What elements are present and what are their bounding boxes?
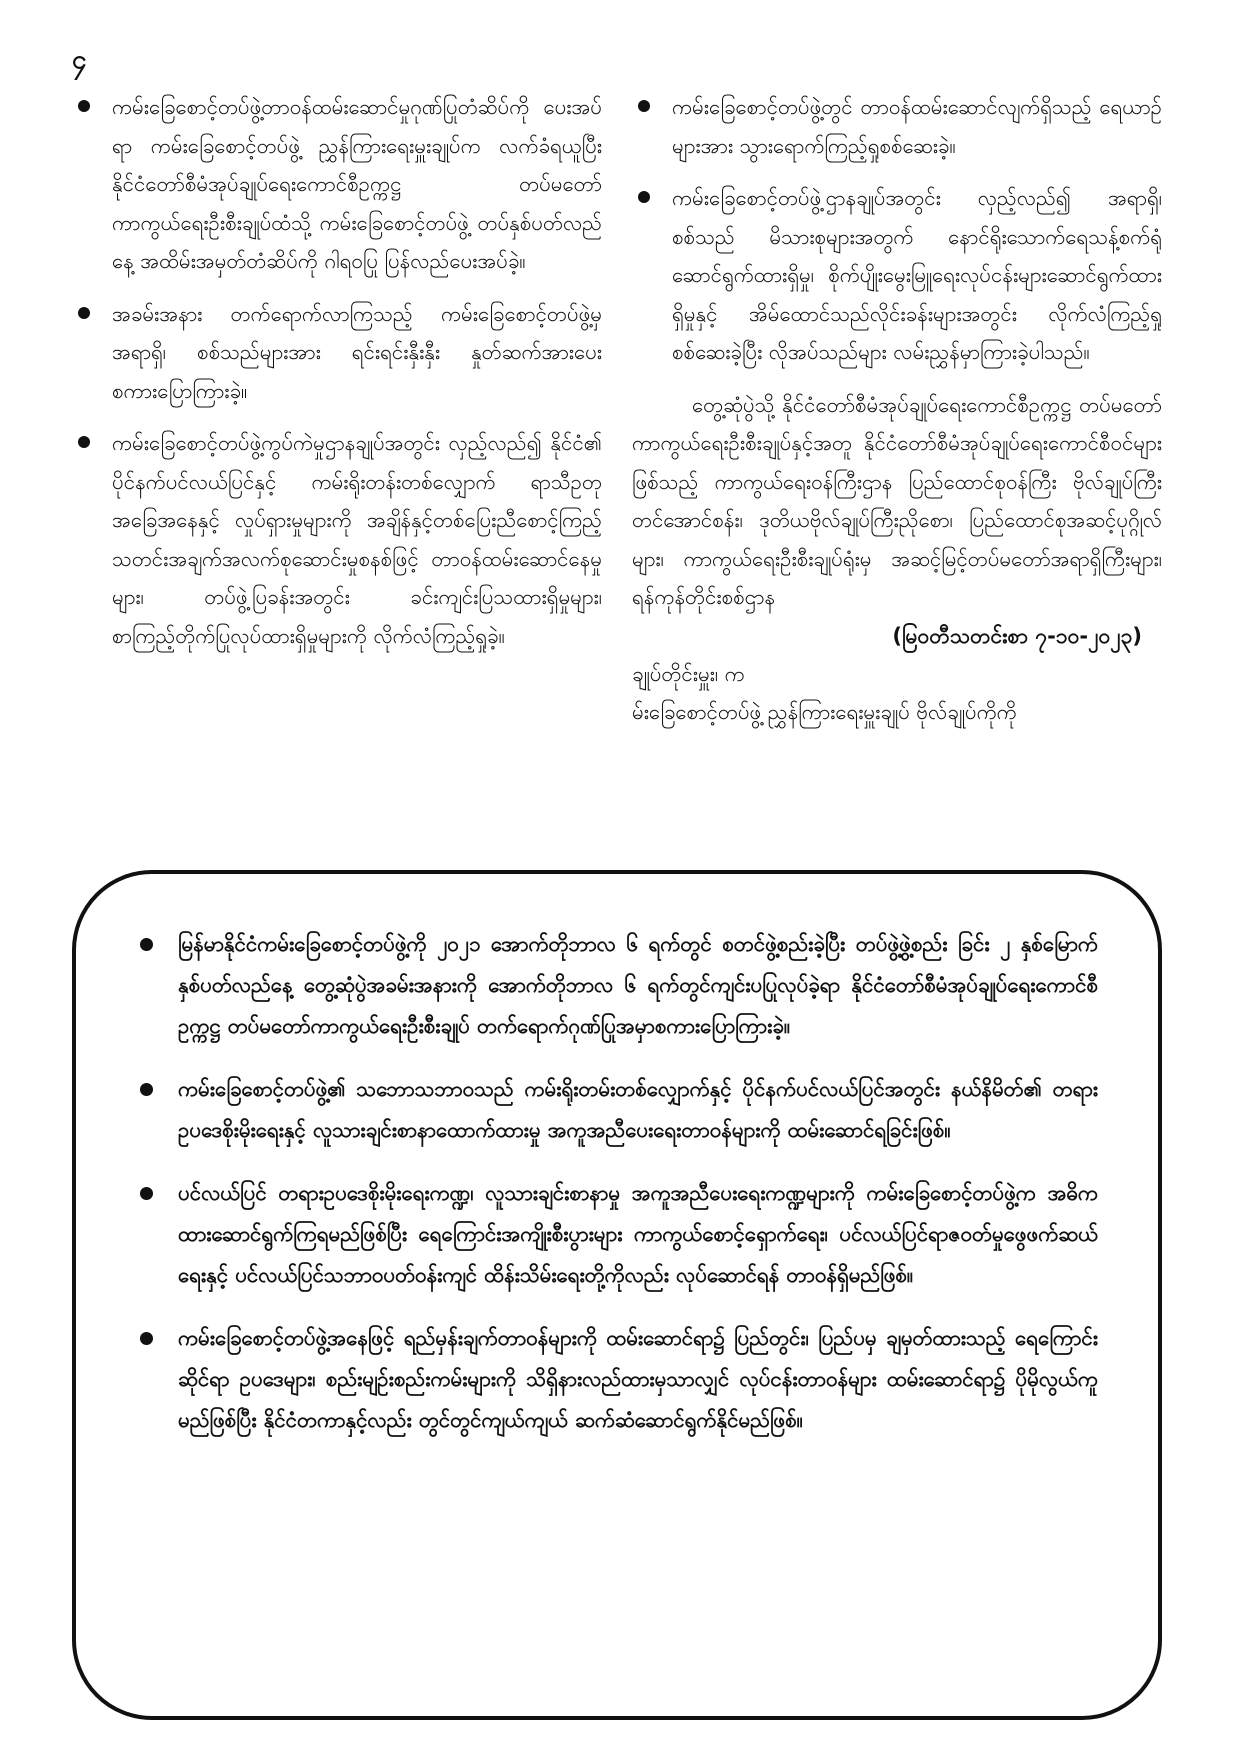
page-number: ၄ <box>72 45 87 75</box>
list-item-text: အခမ်းအနား တက်ရောက်လာကြသည့် ကမ်းခြေစောင့်တပ်ဖွဲ့မှ အရာရှိ၊ စစ်သည်များအား ရင်းရင်းနှီးနှီး နှုတ်ဆက်အားပေးစကားပြောကြားခဲ့။ <box>112 301 602 403</box>
list-item-text: မြန်မာနိုင်ငံကမ်းခြေစောင့်တပ်ဖွဲ့ကို ၂၀၂၁ အောက်တိုဘာလ ၆ ရက်တွင် စတင်ဖွဲ့စည်းခဲ့ပြီး တပ်ဖွဲ့ဖွဲ့စည်း ခြင်း ၂ နှစ်မြောက် နှစ်ပတ်လည်နေ့ တွေ့ဆုံပွဲအခမ်းအနားကို အောက်တိုဘာလ ၆ ရက်တွင်ကျင်းပပြုလုပ်ခဲ့ရာ နိုင်ငံတော်စီမံအုပ်ချုပ်ရေးကောင်စီဥက္ကဋ္ဌ တပ်မတော်ကာကွယ်ရေးဦးစီးချုပ် တက်ရောက်ဂုဏ်ပြုအမှာစကားပြောကြားခဲ့။ <box>178 932 1098 1038</box>
list-item <box>632 88 1162 165</box>
list-item-text: ကမ်းခြေစောင့်တပ်ဖွဲ့ဌာနချုပ်အတွင်း လှည့်လည်၍ အရာရှိ၊ စစ်သည် မိသားစုများအတွက် နောင်ရိုးသောက်ရေသန့်စက်ရုံ ဆောင်ရွက်ထားရှိမှု၊ စိုက်ပျိုးမွေးမြူရေးလုပ်ငန်းများဆောင်ရွက်ထားရှိမှုနှင့် အိမ်ထောင်သည်လိုင်းခန်းများအတွင်း လိုက်လံကြည့်ရှုစစ်ဆေးခဲ့ပြီး လိုအပ်သည်များ လမ်းညွှန်မှာကြားခဲ့ပါသည်။ <box>672 186 1162 364</box>
summary-list <box>136 924 1098 1441</box>
bullet-icon <box>140 1187 153 1200</box>
right-column <box>632 88 1162 732</box>
list-item <box>136 1069 1098 1151</box>
source-date-line: (မြဝတီသတင်းစာ ၇-၁၀-၂၀၂၃) <box>892 623 1142 648</box>
bullet-icon <box>78 100 90 112</box>
list-item-text: ကမ်းခြေစောင့်တပ်ဖွဲ့အနေဖြင့် ရည်မှန်းချက်တာဝန်များကို ထမ်းဆောင်ရာ၌ ပြည်တွင်း၊ ပြည်ပမှ ချမှတ်ထားသည့် ရေကြောင်းဆိုင်ရာ ဥပဒေများ၊ စည်းမျဉ်းစည်းကမ်းများကို သိရှိနားလည်ထားမှသာလျှင် လုပ်ငန်းတာဝန်များ ထမ်းဆောင်ရာ၌ ပိုမိုလွယ်ကူမည်ဖြစ်ပြီး နိုင်ငံတကာနှင့်လည်း တွင်တွင်ကျယ်ကျယ် ဆက်ဆံဆောင်ရွက်နိုင်မည်ဖြစ်။ <box>178 1326 1098 1432</box>
list-item <box>136 924 1098 1047</box>
summary-box <box>72 870 1162 1720</box>
paragraph-continuation: ချုပ်တိုင်းမှူး၊ က <box>632 661 745 686</box>
bullet-icon <box>140 1332 153 1345</box>
list-item <box>632 179 1162 372</box>
bullet-icon <box>78 436 90 448</box>
bullet-icon <box>140 938 153 951</box>
bullet-icon <box>140 1083 153 1096</box>
list-item <box>136 1173 1098 1296</box>
list-item-text: ကမ်းခြေစောင့်တပ်ဖွဲ့ကွပ်ကဲမှုဌာနချုပ်အတွင်း လှည့်လည်၍ နိုင်ငံ၏ ပိုင်နက်ပင်လယ်ပြင်နှင့် ကမ်းရိုးတန်းတစ်လျှောက် ရာသီဥတုအခြေအနေနှင့် လှုပ်ရှားမှုများကို အချိန်နှင့်တစ်ပြေးညီစောင့်ကြည့် သတင်းအချက်အလက်စုဆောင်းမှုစနစ်ဖြင့် တာဝန်ထမ်းဆောင်နေမှုများ၊ တပ်ဖွဲ့ပြခန်းအတွင်း ခင်းကျင်းပြသထားရှိမှုများ၊ စာကြည့်တိုက်ပြုလုပ်ထားရှိမှုများကို လိုက်လံကြည့်ရှုခဲ့။ <box>112 431 602 648</box>
right-bullet-list <box>632 88 1162 372</box>
list-item <box>136 1318 1098 1441</box>
bullet-icon <box>78 307 90 319</box>
list-item <box>72 424 602 655</box>
left-bullet-list <box>72 88 602 655</box>
bullet-icon <box>638 191 650 203</box>
list-item-text: ကမ်းခြေစောင့်တပ်ဖွဲ့၏ သဘောသဘာဝသည် ကမ်းရိုးတမ်းတစ်လျှောက်နှင့် ပိုင်နက်ပင်လယ်ပြင်အတွင်း နယ်နိမိတ်၏ တရားဥပဒေစိုးမိုးရေးနှင့် လူသားချင်းစာနာထောက်ထားမှု အကူအညီပေးရေးတာဝန်များကို ထမ်းဆောင်ရခြင်းဖြစ်။ <box>178 1077 1098 1142</box>
list-item <box>72 88 602 281</box>
list-item-text: ပင်လယ်ပြင် တရားဥပဒေစိုးမိုးရေးကဏ္ဍ၊ လူသားချင်းစာနာမှု အကူအညီပေးရေးကဏ္ဍများကို ကမ်းခြေစောင့်တပ်ဖွဲ့က အဓိကထားဆောင်ရွက်ကြရမည်ဖြစ်ပြီး ရေကြောင်းအကျိုးစီးပွားများ ကာကွယ်စောင့်ရှောက်ရေး၊ ပင်လယ်ပြင်ရာဇဝတ်မှုဖွေဖက်ဆယ်ရေးနှင့် ပင်လယ်ပြင်သဘာဝပတ်ဝန်းကျင် ထိန်းသိမ်းရေးတို့ကိုလည်း လုပ်ဆောင်ရန် တာဝန်ရှိမည်ဖြစ်။ <box>178 1181 1098 1287</box>
left-column <box>72 88 602 732</box>
body-paragraph: တွေ့ဆုံပွဲသို့ နိုင်ငံတော်စီမံအုပ်ချုပ်ရေးကောင်စီဥက္ကဋ္ဌ တပ်မတော်ကာကွယ်ရေးဦးစီးချုပ်နှင့်အတူ နိုင်ငံတော်စီမံအုပ်ချုပ်ရေးကောင်စီဝင်များဖြစ်သည့် ကာကွယ်ရေးဝန်ကြီးဌာန ပြည်ထောင်စုဝန်ကြီး ဗိုလ်ချုပ်ကြီးတင်အောင်စန်း၊ ဒုတိယဗိုလ်ချုပ်ကြီးညိုစော၊ ပြည်ထောင်စုအဆင့်ပုဂ္ဂိုလ်များ၊ ကာကွယ်ရေးဦးစီးချုပ်ရုံးမှ အဆင့်မြင့်တပ်မတော်အရာရှိကြီးများ၊ ရန်ကုန်တိုင်းစစ်ဌာန <box>632 392 1162 609</box>
list-item-text: ကမ်းခြေစောင့်တပ်ဖွဲ့တာဝန်ထမ်းဆောင်မှုဂုဏ်ပြုတံဆိပ်ကို ပေးအပ်ရာ ကမ်းခြေစောင့်တပ်ဖွဲ့ ညွှန်ကြားရေးမှူးချုပ်က လက်ခံရယူပြီး နိုင်ငံတော်စီမံအုပ်ချုပ်ရေးကောင်စီဥက္ကဋ္ဌ တပ်မတော်ကာကွယ်ရေးဦးစီးချုပ်ထံသို့ ကမ်းခြေစောင့်တပ်ဖွဲ့ တပ်နှစ်ပတ်လည်နေ့ အထိမ်းအမှတ်တံဆိပ်ကို ဂါရဝပြု ပြန်လည်ပေးအပ်ခဲ့။ <box>112 95 602 273</box>
paragraph-continuation: မ်းခြေစောင့်တပ်ဖွဲ့ ညွှန်ကြားရေးမှူးချုပ် ဗိုလ်ချုပ်ကိုကို <box>632 700 1017 724</box>
list-item <box>72 295 602 411</box>
list-item-text: ကမ်းခြေစောင့်တပ်ဖွဲ့တွင် တာဝန်ထမ်းဆောင်လျက်ရှိသည့် ရေယာဉ်များအား သွားရောက်ကြည့်ရှုစစ်ဆေးခဲ့။ <box>672 95 1162 158</box>
article-columns <box>72 88 1162 732</box>
bullet-icon <box>638 100 650 112</box>
